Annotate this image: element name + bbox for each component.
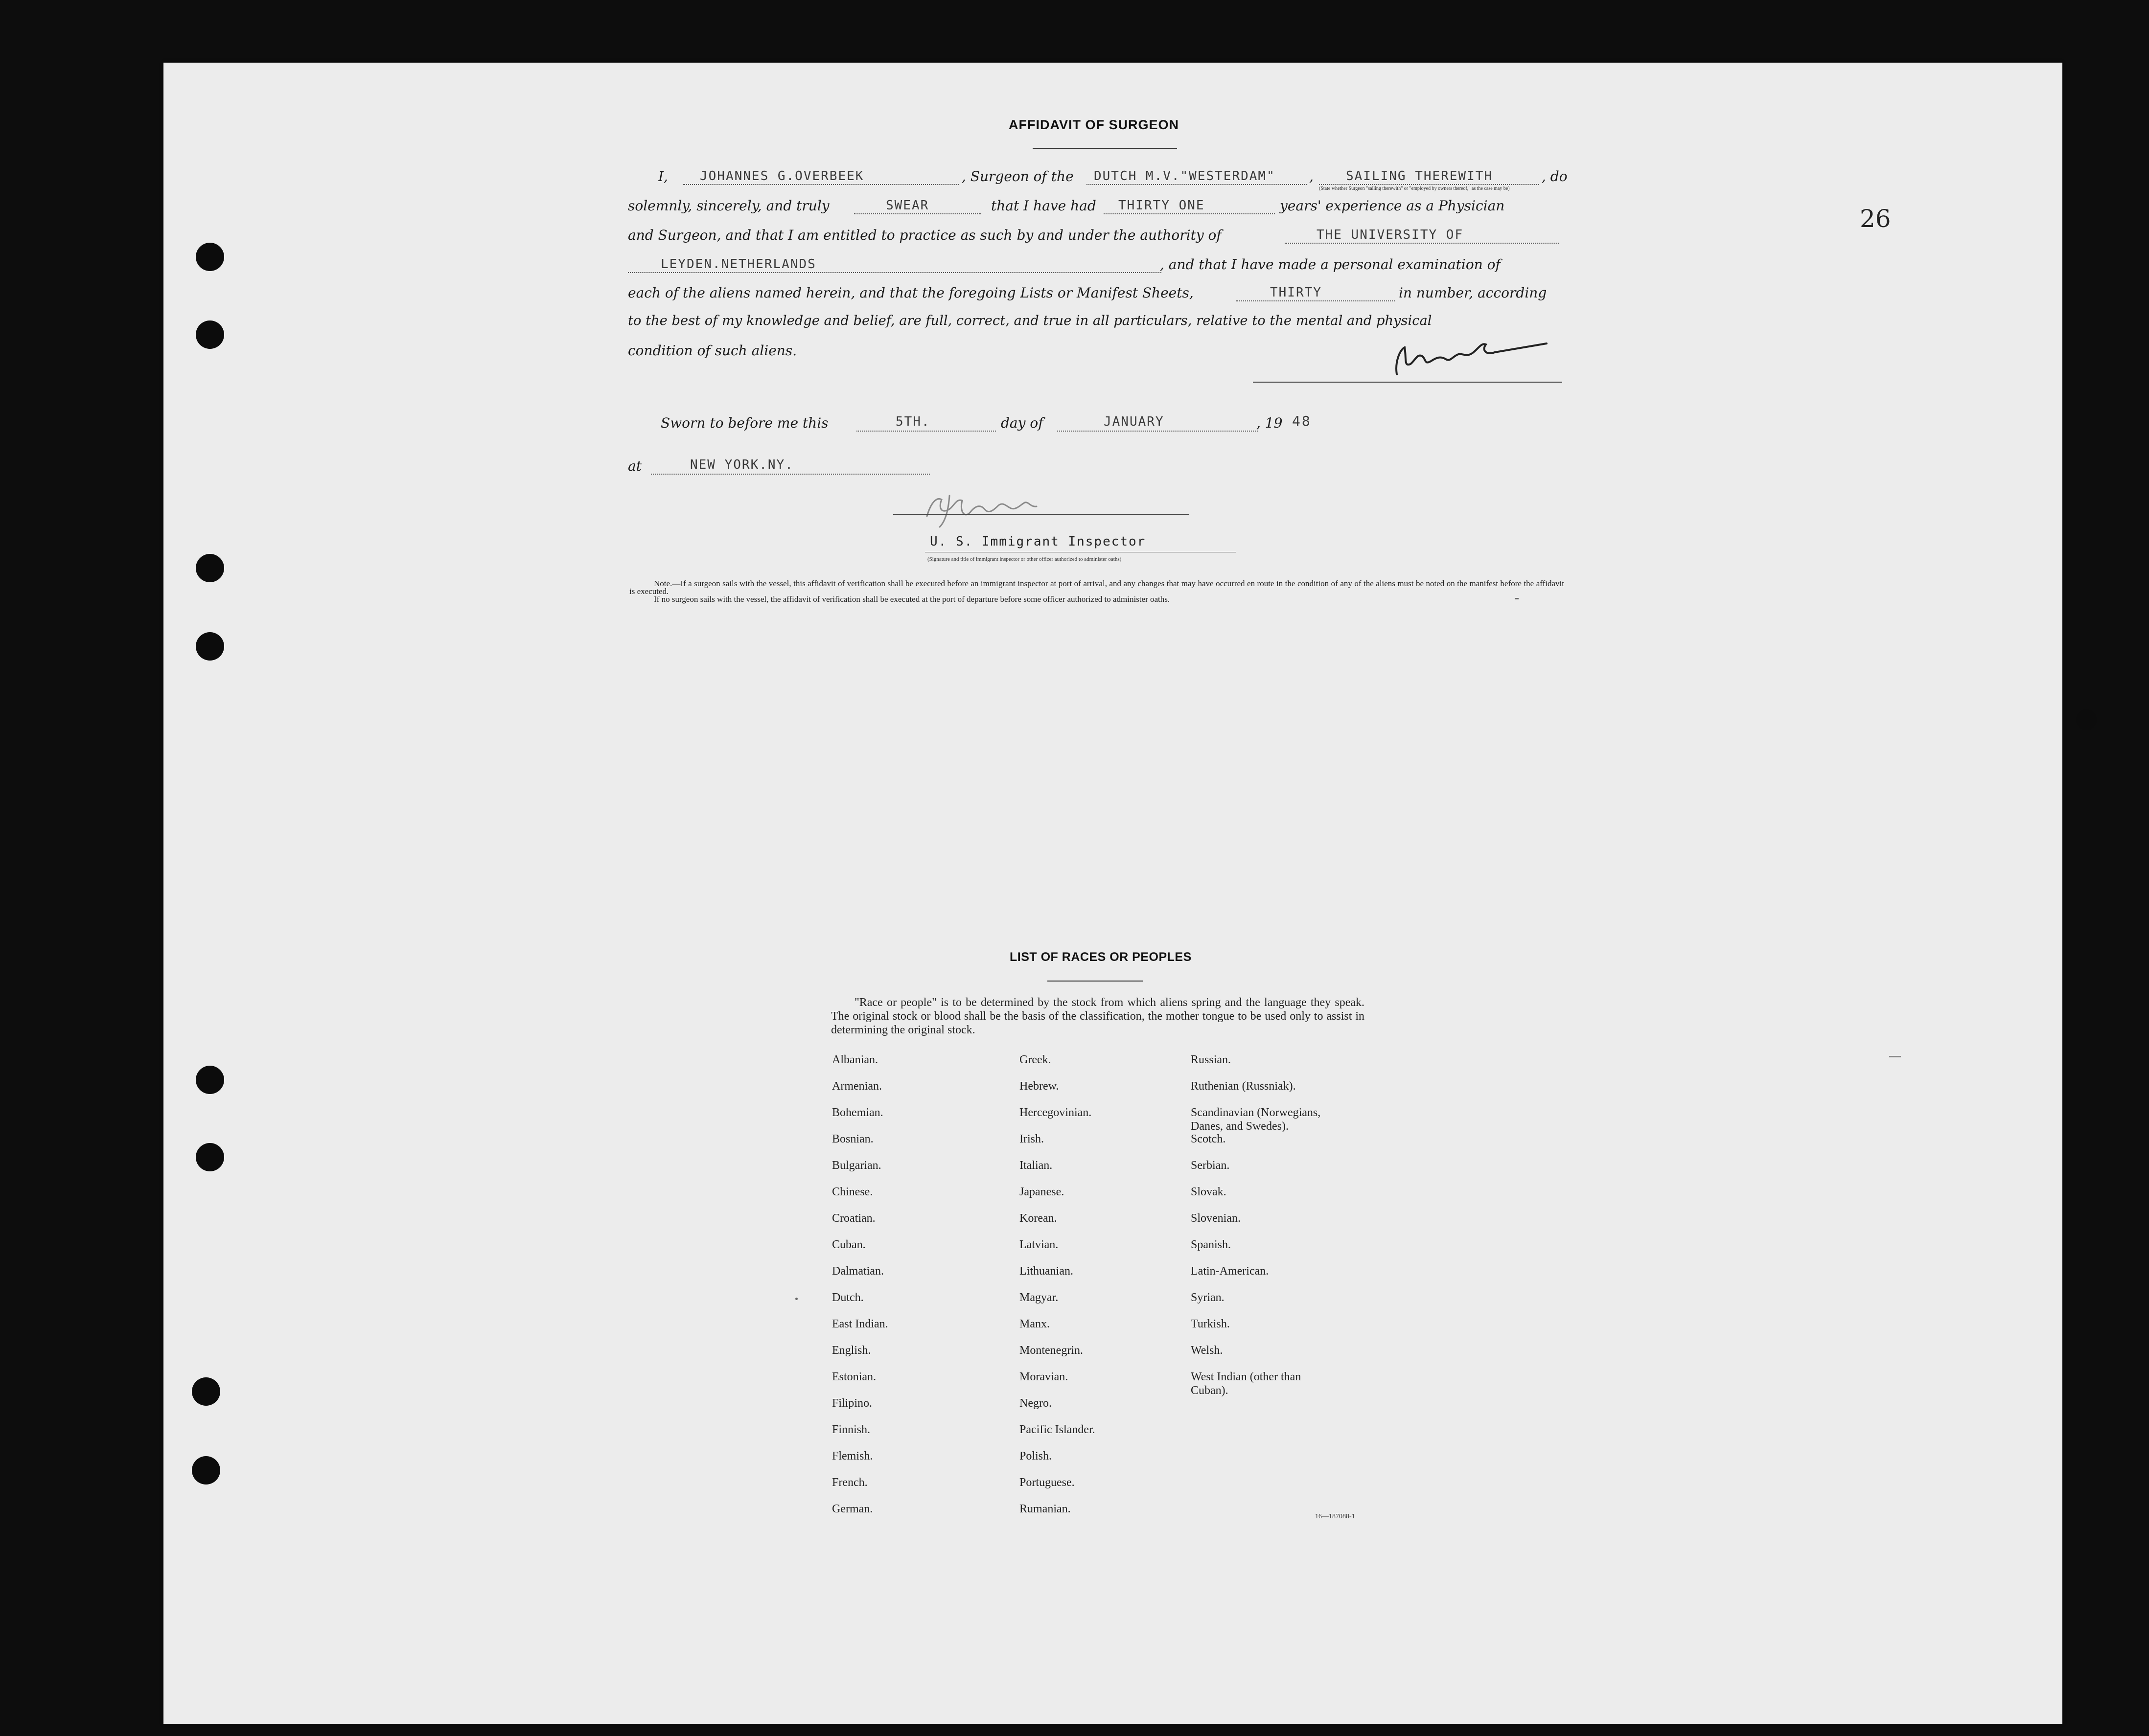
sailing-status: SAILING THEREWITH: [1346, 169, 1493, 183]
punch-hole: [196, 1143, 224, 1171]
affidavit-text: condition of such aliens.: [628, 343, 797, 359]
signature-line: [1253, 382, 1562, 383]
race-item: Greek.: [1019, 1053, 1051, 1066]
affidavit-text: ,: [1309, 168, 1314, 184]
race-item: Russian.: [1191, 1053, 1231, 1066]
inspector-title: U. S. Immigrant Inspector: [930, 534, 1146, 549]
affidavit-text: in number, according: [1399, 285, 1547, 301]
oath-type: SWEAR: [886, 198, 929, 213]
punch-hole: [192, 1456, 220, 1485]
race-item: Japanese.: [1019, 1186, 1064, 1198]
race-item: Bosnian.: [832, 1133, 874, 1145]
race-item: Latin-American.: [1191, 1265, 1269, 1278]
race-item: Moravian.: [1019, 1371, 1068, 1383]
punch-hole: [196, 1066, 224, 1094]
race-item: Slovak.: [1191, 1186, 1226, 1198]
race-item: French.: [832, 1476, 868, 1489]
status-note: (State whether Surgeon "sailing therewith" or "employed by owners thereof," as the case may be): [1319, 186, 1510, 191]
punch-hole: [196, 554, 224, 582]
race-item: Irish.: [1019, 1133, 1044, 1145]
sheet-count: THIRTY: [1270, 285, 1322, 300]
race-item: Polish.: [1019, 1450, 1052, 1462]
sworn-day: 5TH.: [896, 414, 930, 429]
affidavit-text: years' experience as a Physician: [1280, 198, 1505, 214]
punch-hole: [196, 632, 224, 661]
race-item: Bulgarian.: [832, 1159, 881, 1172]
race-item: Dalmatian.: [832, 1265, 884, 1278]
race-item: Manx.: [1019, 1318, 1050, 1330]
races-column-3: [1191, 1053, 1320, 1396]
race-item: East Indian.: [832, 1318, 888, 1330]
race-item: West Indian (other than Cuban).: [1191, 1371, 1301, 1397]
race-item: Flemish.: [832, 1450, 873, 1462]
inspector-caption: (Signature and title of immigrant inspector or other officer authorized to administer oaths): [927, 556, 1122, 562]
race-item: Ruthenian (Russniak).: [1191, 1080, 1296, 1093]
affidavit-text: , Surgeon of the: [962, 168, 1074, 184]
race-item: Italian.: [1019, 1159, 1053, 1172]
note-line-2: If no surgeon sails with the vessel, the affidavit of verification shall be executed at the port of departure before some officer authorized to administer oaths.: [654, 594, 1170, 604]
race-item: Filipino.: [832, 1397, 873, 1410]
race-item: Magyar.: [1019, 1291, 1059, 1304]
race-item: Spanish.: [1191, 1238, 1231, 1251]
affidavit-text: to the best of my knowledge and belief, are full, correct, and true in all particulars, relative to the mental and physical: [628, 313, 1432, 328]
race-item: Albanian.: [832, 1053, 878, 1066]
race-item: Scotch.: [1191, 1133, 1226, 1145]
affidavit-text: solemnly, sincerely, and truly: [628, 198, 830, 214]
race-item: Cuban.: [832, 1238, 866, 1251]
surgeon-name: JOHANNES G.OVERBEEK: [700, 169, 864, 183]
authority-1: THE UNIVERSITY OF: [1317, 228, 1464, 242]
affidavit-title: AFFIDAVIT OF SURGEON: [1009, 117, 1179, 132]
race-item: Lithuanian.: [1019, 1265, 1073, 1278]
inspector-signature-line: [893, 514, 1189, 515]
surgeon-signature: [1390, 328, 1551, 382]
race-item: German.: [832, 1503, 873, 1515]
at-label: at: [628, 458, 642, 474]
race-item: Slovenian.: [1191, 1212, 1241, 1225]
punch-hole: [196, 320, 224, 349]
affidavit-text: , do: [1542, 168, 1568, 184]
race-item: Latvian.: [1019, 1238, 1059, 1251]
authority-2: LEYDEN.NETHERLANDS: [661, 257, 816, 272]
race-item: Dutch.: [832, 1291, 864, 1304]
affidavit-note: [629, 580, 1564, 603]
race-item: Portuguese.: [1019, 1476, 1075, 1489]
race-item: English.: [832, 1344, 871, 1357]
races-intro-text: "Race or people" is to be determined by the stock from which aliens spring and the language they speak. The original stock or blood shall be the basis of the classification, the mother tongue to be used only to assist in determining the original stock.: [831, 996, 1364, 1036]
affidavit-text: each of the aliens named herein, and that the foregoing Lists or Manifest Sheets,: [628, 285, 1194, 301]
race-item: Pacific Islander.: [1019, 1423, 1095, 1436]
sworn-month: JANUARY: [1104, 414, 1164, 429]
race-item: Montenegrin.: [1019, 1344, 1083, 1357]
races-intro: [831, 996, 1364, 1037]
race-item: Turkish.: [1191, 1318, 1230, 1330]
affidavit-text: , and that I have made a personal examination of: [1160, 256, 1501, 273]
page-number: 26: [1860, 205, 1891, 233]
race-item: Serbian.: [1191, 1159, 1230, 1172]
sworn-text: day of: [1001, 415, 1043, 431]
race-item: Chinese.: [832, 1186, 873, 1198]
races-title: LIST OF RACES OR PEOPLES: [1010, 950, 1192, 964]
punch-hole: [2076, 709, 2097, 730]
race-item: Negro.: [1019, 1397, 1052, 1410]
affidavit-text: and Surgeon, and that I am entitled to practice as such by and under the authority of: [628, 227, 1222, 243]
sworn-text: , 19: [1256, 415, 1283, 431]
stray-mark: [1889, 1056, 1901, 1057]
title-rule: [1033, 148, 1177, 149]
race-item: Croatian.: [832, 1212, 876, 1225]
race-item: Scandinavian (Norwegians, Danes, and Swedes).: [1191, 1106, 1321, 1133]
document-sheet: [163, 63, 2062, 1724]
sworn-place: NEW YORK.NY.: [690, 457, 794, 472]
race-item: Welsh.: [1191, 1344, 1223, 1357]
races-column-1: [832, 1053, 888, 1529]
form-code: 16—187088-1: [1315, 1513, 1355, 1520]
race-item: Finnish.: [832, 1423, 871, 1436]
race-item: Armenian.: [832, 1080, 882, 1093]
stray-mark: [795, 1298, 798, 1300]
inspector-signature: [920, 482, 1067, 531]
race-item: Rumanian.: [1019, 1503, 1071, 1515]
affidavit-text: that I have had: [991, 198, 1096, 214]
race-item: Korean.: [1019, 1212, 1057, 1225]
affidavit-text: I,: [658, 168, 668, 184]
stray-mark: [1515, 598, 1519, 599]
note-line-1: Note.—If a surgeon sails with the vessel, this affidavit of verification shall be executed before an immigrant inspector at port of arrival, and any changes that may have occurred en route in the condition of any of the aliens must be noted on the manifest before the affidavit is executed.: [629, 579, 1564, 596]
race-item: Hercegovinian.: [1019, 1106, 1092, 1119]
punch-hole: [196, 243, 224, 271]
punch-hole: [192, 1377, 220, 1406]
race-item: Syrian.: [1191, 1291, 1225, 1304]
race-item: Estonian.: [832, 1371, 876, 1383]
sworn-text: Sworn to before me this: [661, 415, 829, 431]
title-rule: [1047, 981, 1143, 982]
years-experience: THIRTY ONE: [1118, 198, 1205, 213]
races-column-2: [1019, 1053, 1095, 1529]
sworn-year: 48: [1292, 413, 1312, 429]
race-item: Hebrew.: [1019, 1080, 1059, 1093]
vessel-name: DUTCH M.V."WESTERDAM": [1094, 169, 1275, 183]
race-item: Bohemian.: [832, 1106, 883, 1119]
